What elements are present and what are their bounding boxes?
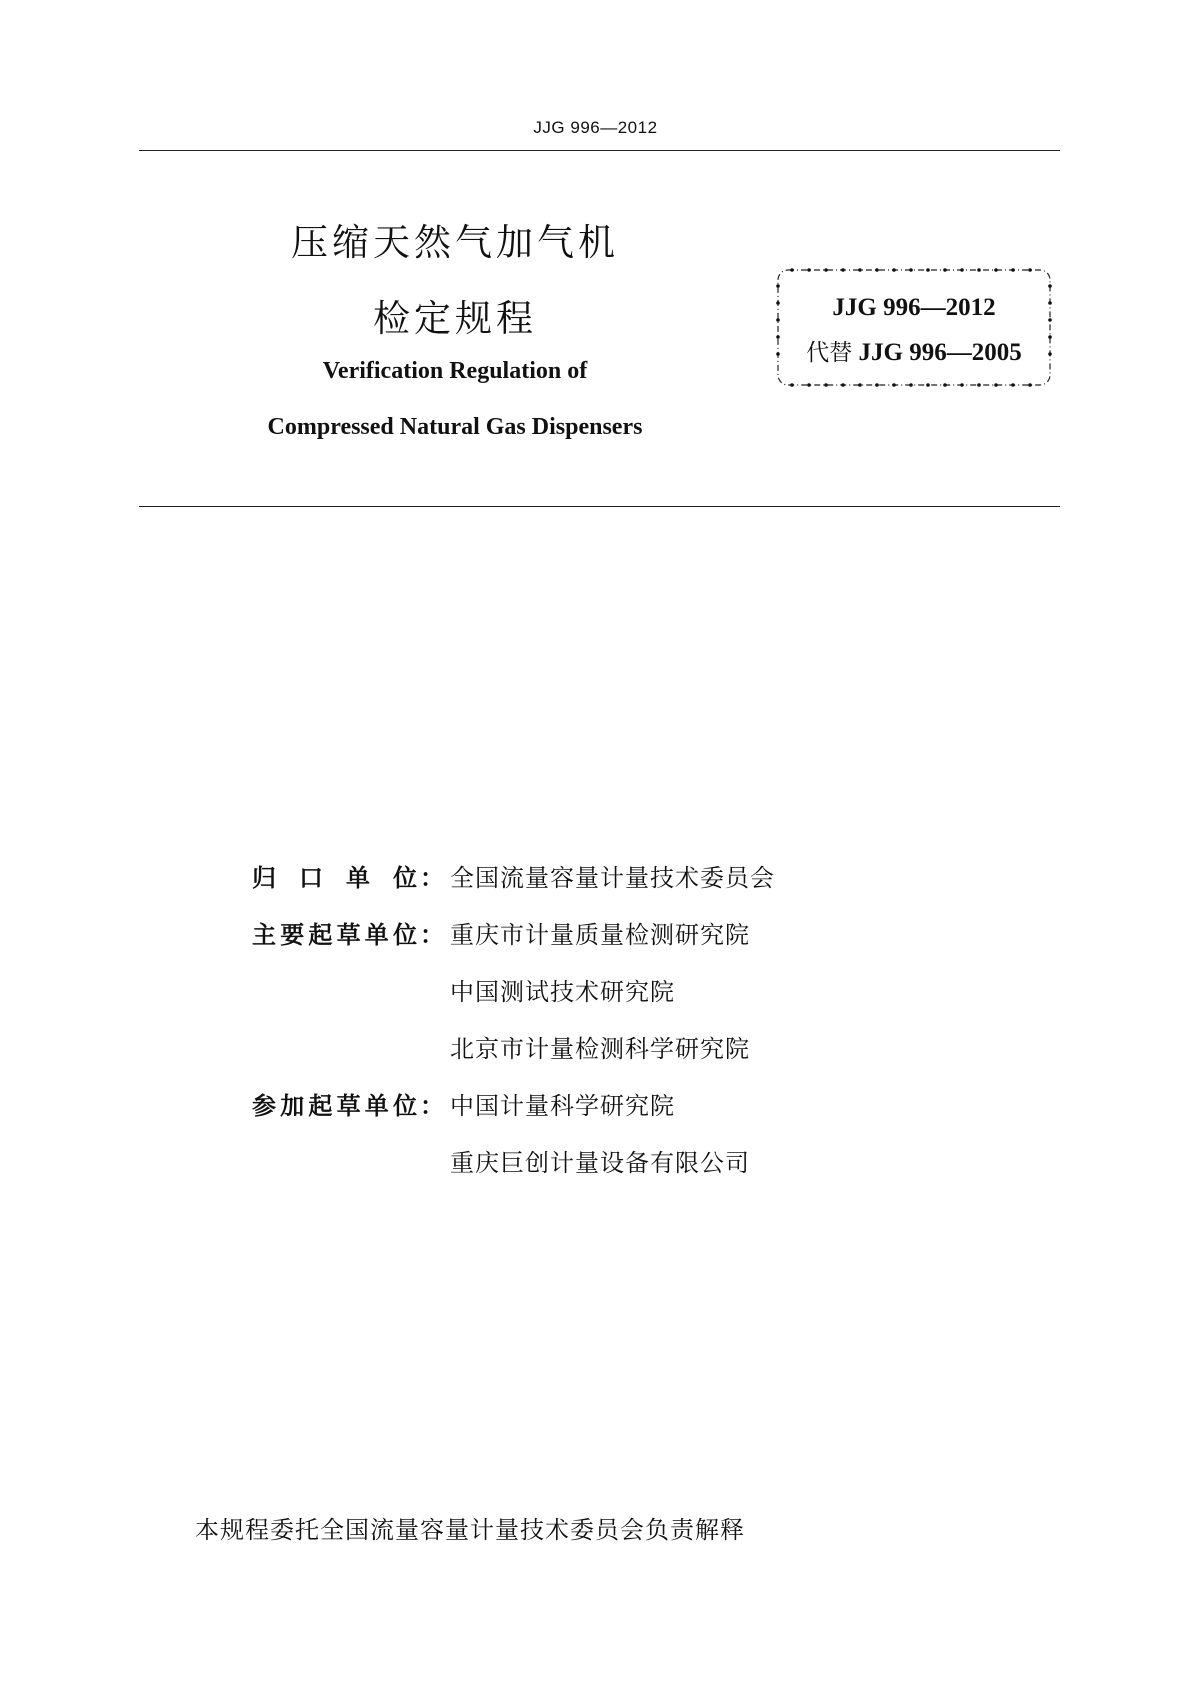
- replaces-code: [774, 334, 1054, 367]
- unit-colon: ：: [420, 864, 444, 892]
- border-dot: [841, 383, 845, 387]
- unit-value: 全国流量容量计量技术委员会: [450, 864, 775, 892]
- border-dot: [994, 268, 998, 272]
- border-dot: [892, 268, 896, 272]
- border-dot: [977, 383, 981, 387]
- border-dot: [909, 383, 913, 387]
- replaces-prefix: 代替: [806, 340, 853, 366]
- title-english-line-1: Verification Regulation of: [322, 358, 588, 384]
- border-dot: [943, 383, 947, 387]
- border-dot: [790, 268, 794, 272]
- title-chinese-line-2: 检定规程: [373, 297, 537, 340]
- unit-label: 归口单位: [252, 864, 417, 892]
- border-dot: [1028, 383, 1032, 387]
- title-chinese-line-1: 压缩天然气加气机: [291, 221, 619, 264]
- border-dot: [858, 383, 862, 387]
- unit-value: 重庆市计量质量检测研究院: [450, 921, 750, 949]
- top-rule: [139, 150, 1060, 151]
- unit-colon: ：: [420, 921, 444, 949]
- unit-label: 主要起草单位: [252, 921, 417, 949]
- unit-value: 北京市计量检测科学研究院: [450, 1035, 750, 1063]
- border-dot: [807, 383, 811, 387]
- standard-code: JJG 996—2012: [832, 294, 996, 321]
- header-standard-code: JJG 996—2012: [533, 118, 658, 137]
- border-dot: [875, 383, 879, 387]
- border-dot: [1048, 284, 1052, 288]
- border-dot: [892, 383, 896, 387]
- border-dot: [926, 268, 930, 272]
- border-dot: [1011, 383, 1015, 387]
- border-dot: [807, 268, 811, 272]
- border-dot: [977, 268, 981, 272]
- border-dot: [1028, 268, 1032, 272]
- unit-value: 中国计量科学研究院: [450, 1092, 675, 1120]
- decorative-border: [774, 266, 1054, 389]
- title-english-line-2: Compressed Natural Gas Dispensers: [267, 414, 643, 440]
- border-dot: [926, 383, 930, 387]
- border-dot: [1011, 268, 1015, 272]
- unit-value: 重庆巨创计量设备有限公司: [450, 1149, 750, 1177]
- border-dot: [790, 383, 794, 387]
- middle-rule: [139, 506, 1060, 507]
- border-dot: [960, 268, 964, 272]
- unit-colon: ：: [420, 1092, 444, 1120]
- border-dot: [824, 383, 828, 387]
- border-dot: [841, 268, 845, 272]
- border-dot: [858, 268, 862, 272]
- border-dot: [909, 268, 913, 272]
- border-dot: [875, 268, 879, 272]
- unit-value: 中国测试技术研究院: [450, 978, 675, 1006]
- standard-code-box: [774, 266, 1054, 389]
- border-dot: [776, 284, 780, 288]
- border-dot: [943, 268, 947, 272]
- border-dot: [994, 383, 998, 387]
- interpretation-note: 本规程委托全国流量容量计量技术委员会负责解释: [195, 1516, 745, 1544]
- border-dot: [960, 383, 964, 387]
- unit-label: 参加起草单位: [252, 1092, 417, 1120]
- replaces-code-value: JJG 996—2005: [858, 339, 1022, 366]
- border-dot: [824, 268, 828, 272]
